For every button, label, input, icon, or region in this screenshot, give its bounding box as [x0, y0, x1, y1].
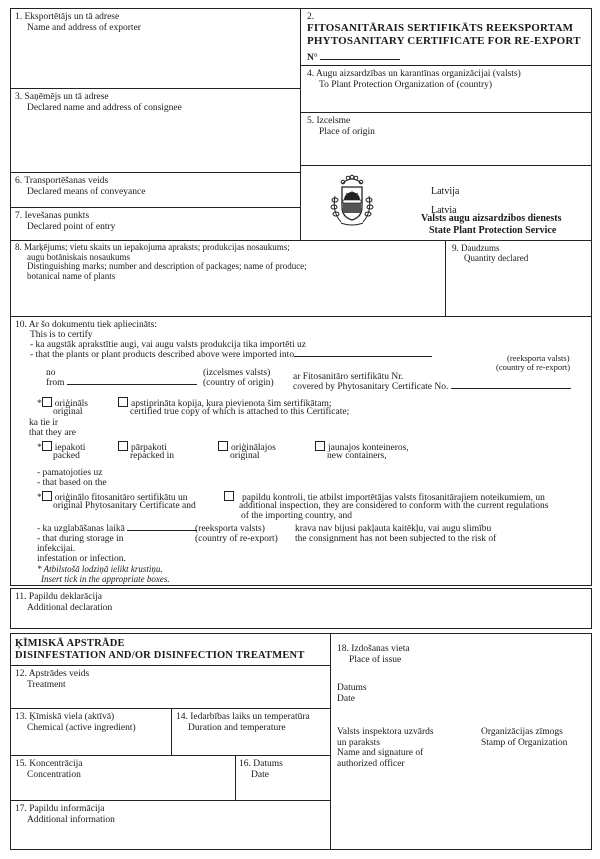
treatment-title-lv: ĶĪMISKĀ APSTRĀDE	[15, 638, 125, 649]
from-en: from	[46, 378, 65, 388]
label-en: Quantity declared	[464, 252, 529, 263]
label-lv: Saņēmējs un tā adrese	[24, 92, 109, 102]
asterisk: *	[37, 493, 42, 503]
option-additional-inspection-en-2: of the importing country, and	[241, 511, 352, 521]
box-number: 1.	[15, 12, 23, 22]
label-lv: Apstrādes veids	[28, 669, 90, 679]
consignment-lv: krava nav bijusi pakļauta kaitēkļu, vai augu slimību	[295, 524, 492, 534]
asterisk: *	[37, 399, 42, 409]
checkbox-repacked[interactable]	[118, 441, 128, 451]
storage-country-en: (country of re-export)	[195, 534, 278, 544]
note-lv: * Atbilstošā lodziņā ielikt krustiņu.	[37, 564, 163, 574]
box-3-label	[15, 92, 182, 113]
note-en: Insert tick in the appropriate boxes.	[41, 574, 170, 584]
option-certified-copy-en: certified true copy of which is attached to this Certificate;	[130, 407, 350, 417]
box-number: 8.	[15, 242, 22, 252]
box-13-label	[15, 712, 136, 733]
box-13-chemical[interactable]	[10, 708, 172, 756]
box-17-label	[15, 804, 115, 825]
box-number: 17.	[15, 804, 27, 814]
box-1-label	[15, 12, 141, 33]
option-repacked-en: repacked in	[130, 451, 175, 461]
that-they-are-lv: ka tie ir	[29, 418, 59, 428]
imported-en-row	[30, 350, 432, 361]
checkbox-certified-copy[interactable]	[118, 397, 128, 407]
box-7-label	[15, 211, 115, 232]
storage-lv-row	[37, 524, 197, 535]
stamp-en: Stamp of Organization	[481, 737, 568, 748]
based-on-lv: - pamatojoties uz	[37, 468, 103, 478]
heading-lv: Ar šo dokumentu tiek apliecināts:	[28, 320, 157, 330]
heading-en: This is to certify	[30, 330, 93, 340]
treatment-header	[10, 633, 331, 666]
label-lv: Datums	[253, 759, 283, 769]
latvia-coat-of-arms-icon	[329, 172, 375, 230]
box-10-certification	[10, 316, 592, 586]
label-en: Distinguishing marks; number and description of packages; name of produce;	[27, 261, 307, 271]
label-lv: iepakoti	[54, 443, 86, 453]
date-en: Date	[337, 693, 355, 704]
asterisk: *	[37, 443, 42, 453]
origin-country-lv: (izcelsmes valsts)	[203, 368, 271, 378]
certificate-title-lv: FITOSANITĀRAIS SERTIFIKĀTS REEKSPORTAM	[307, 22, 574, 34]
label-en: Duration and temperature	[188, 722, 286, 733]
label-lv: Augu aizsardzības un karantīnas organizācijai (valsts)	[315, 69, 521, 79]
box-18-issue[interactable]	[330, 633, 592, 850]
based-on-en: - that based on the	[37, 478, 107, 488]
label-lv: Koncentrācija	[29, 759, 83, 769]
box-12-label	[15, 669, 89, 690]
reexport-country-en: (country of re-export)	[496, 362, 571, 372]
date-label	[337, 683, 367, 704]
label-lv: Papildu informācija	[29, 804, 105, 814]
stamp-label	[481, 727, 567, 748]
box-16-date[interactable]	[235, 755, 331, 801]
officer-label	[337, 727, 434, 769]
label-lv-2: augu botāniskais nosaukums	[27, 251, 130, 262]
box-10-heading	[15, 320, 157, 331]
box-number: 9.	[452, 243, 459, 253]
box-6-label	[15, 176, 145, 197]
box-2-certificate-title	[300, 8, 592, 66]
box-number: 18.	[337, 644, 349, 654]
checkbox-additional-inspection[interactable]	[224, 491, 234, 501]
box-11-label	[15, 592, 112, 613]
box-15-concentration[interactable]	[10, 755, 236, 801]
label-lv: Marķējums; vietu skaits un iepakojuma apraksts; produkcijas nosaukums;	[24, 242, 290, 252]
label-lv: Iedarbības laiks un temperatūra	[190, 712, 310, 722]
box-14-label	[176, 712, 310, 733]
box-14-duration[interactable]	[171, 708, 331, 756]
checkbox-original[interactable]	[42, 397, 52, 407]
label-lv: Eksportētājs un tā adrese	[24, 12, 120, 22]
officer-en: Name and signature of	[337, 748, 424, 758]
storage-country-lv: (reeksporta valsts)	[195, 524, 265, 534]
box-number: 12.	[15, 669, 27, 679]
box-number: 4.	[307, 69, 315, 79]
box-7-point-of-entry[interactable]	[10, 207, 301, 241]
label-en: Chemical (active ingredient)	[27, 722, 136, 733]
option-original-containers-en: original	[230, 451, 260, 461]
box-1-exporter[interactable]	[10, 8, 301, 89]
certificate-title-en: PHYTOSANITARY CERTIFICATE FOR RE-EXPORT	[307, 35, 581, 47]
label-lv: Daudzums	[461, 243, 500, 253]
label-lv: pārpakoti	[131, 443, 167, 453]
label-lv: oriģināls	[54, 399, 88, 409]
consignment-en: the consignment has not been subjected to the risk of	[295, 534, 497, 544]
label-lv: Izcelsme	[316, 116, 351, 126]
label-en: Date	[251, 769, 269, 780]
imported-lv: - ka augstāk aprakstītie augi, vai augu valsts produkcija tika importēti uz	[30, 340, 306, 350]
label-en: Additional information	[27, 814, 115, 825]
label-lv: oriģinālajos	[231, 443, 276, 453]
option-packed-en: packed	[53, 451, 80, 461]
issuing-authority	[300, 165, 592, 241]
box-number: 5.	[307, 116, 315, 126]
box-number: 16.	[239, 759, 251, 769]
label-lv: Papildu deklarācija	[28, 592, 102, 602]
number-label: N°	[307, 53, 318, 63]
infection-en: infestation or infection.	[37, 554, 126, 564]
label-lv: Ievešanas punkts	[24, 211, 90, 221]
option-original-en: original	[53, 407, 83, 417]
place-of-issue-label	[337, 644, 410, 665]
label-en-2: botanical name of plants	[27, 270, 116, 281]
from-en-row	[46, 378, 197, 389]
box-number: 7.	[15, 211, 23, 221]
certificate-number-field[interactable]	[320, 59, 400, 60]
box-11-additional-declaration[interactable]	[10, 588, 592, 629]
certificate-number	[307, 53, 400, 64]
country-name-lv: Latvija	[431, 186, 460, 197]
cert-number-lv: ar Fitosanitāro sertifikātu Nr.	[293, 372, 404, 382]
infection-lv: infekcijai.	[37, 544, 76, 554]
label-lv: apstiprināta kopija, kura pievienota šim sertifikātam;	[131, 399, 332, 409]
stamp-lv: Organizācijas zīmogs	[481, 727, 563, 737]
label-en: Concentration	[27, 769, 81, 780]
box-number: 15.	[15, 759, 27, 769]
cert-number-en-row	[293, 382, 571, 393]
label-lv: oriģinālo fitosanitāro sertifikātu un	[54, 493, 188, 503]
label-en: Declared means of conveyance	[27, 186, 146, 197]
option-new-containers-en: new containers,	[327, 451, 387, 461]
option-original-certificate-en: original Phytosanitary Certificate and	[53, 501, 196, 511]
box-17-additional-information[interactable]	[10, 800, 331, 850]
service-name-en: State Plant Protection Service	[429, 225, 557, 236]
box-6-conveyance[interactable]	[10, 172, 301, 208]
label-en: Additional declaration	[27, 602, 113, 613]
box-9-quantity[interactable]	[445, 240, 592, 317]
option-additional-inspection-en: additional inspection, they are considered to conform with the current regulations	[239, 501, 549, 511]
label-lv: Transportēšanas veids	[24, 176, 109, 186]
storage-en: - that during storage in	[37, 534, 124, 544]
cert-number-en: covered by Phytosanitary Certificate No.	[293, 382, 449, 392]
label-en: Treatment	[27, 679, 66, 690]
label-en: Name and address of exporter	[27, 22, 141, 33]
box-number: 2.	[307, 12, 315, 22]
box-number: 6.	[15, 176, 23, 186]
checkbox-packed[interactable]	[42, 441, 52, 451]
checkbox-original-containers[interactable]	[218, 441, 228, 451]
label-lv: Ķīmiskā viela (aktīvā)	[29, 712, 115, 722]
checkbox-new-containers[interactable]	[315, 441, 325, 451]
reexport-country-lv: (reeksporta valsts)	[507, 353, 570, 363]
date-lv: Datums	[337, 683, 367, 693]
from-lv: no	[46, 368, 56, 378]
box-8-description[interactable]	[10, 240, 446, 317]
box-16-label	[239, 759, 283, 780]
country-name-en: Latvia	[431, 205, 457, 216]
box-5-label	[307, 116, 375, 137]
box-number: 11.	[15, 592, 27, 602]
label-en: Declared point of entry	[27, 221, 116, 232]
box-15-label	[15, 759, 83, 780]
checkbox-original-certificate[interactable]	[42, 491, 52, 501]
officer-lv-2: un paraksts	[337, 737, 381, 748]
box-12-treatment[interactable]	[10, 665, 331, 709]
label-lv: jaunajos konteineros,	[328, 443, 409, 453]
label-lv: Izdošanas vieta	[351, 644, 410, 654]
officer-en-2: authorized officer	[337, 758, 405, 769]
treatment-title-en: DISINFESTATION AND/OR DISINFECTION TREATMENT	[15, 650, 305, 661]
box-5-place-of-origin[interactable]	[300, 112, 592, 166]
that-they-are-en: that they are	[29, 428, 76, 438]
cert-number-field[interactable]	[451, 388, 571, 389]
label-en: To Plant Protection Organization of (country)	[319, 79, 493, 90]
label-en: Declared name and address of consignee	[27, 102, 182, 113]
storage-lv: - ka uzglabāšanas laikā	[37, 524, 125, 534]
label-lv: papildu kontroli, tie atbilst importētājas valsts fitosanitārajiem noteikumiem, un	[242, 493, 545, 503]
box-number: 10.	[15, 320, 27, 330]
origin-country-field[interactable]	[67, 384, 197, 385]
origin-country-en: (country of origin)	[203, 378, 274, 388]
box-4-plant-protection-org[interactable]	[300, 65, 592, 113]
officer-lv: Valsts inspektora uzvārds	[337, 727, 434, 737]
box-number: 13.	[15, 712, 27, 722]
box-number: 14.	[176, 712, 188, 722]
box-8-label	[15, 243, 307, 281]
box-number: 3.	[15, 92, 23, 102]
box-3-consignee[interactable]	[10, 88, 301, 173]
storage-country-field[interactable]	[127, 530, 197, 531]
imported-en: - that the plants or plant products described above were imported into	[30, 350, 295, 360]
box-9-label	[452, 244, 528, 263]
label-en: Place of origin	[319, 126, 375, 137]
reexport-country-field[interactable]	[294, 356, 432, 357]
box-4-label	[307, 69, 521, 90]
service-name-lv: Valsts augu aizsardzibos dienests	[421, 213, 562, 224]
label-en: Place of issue	[349, 654, 402, 665]
